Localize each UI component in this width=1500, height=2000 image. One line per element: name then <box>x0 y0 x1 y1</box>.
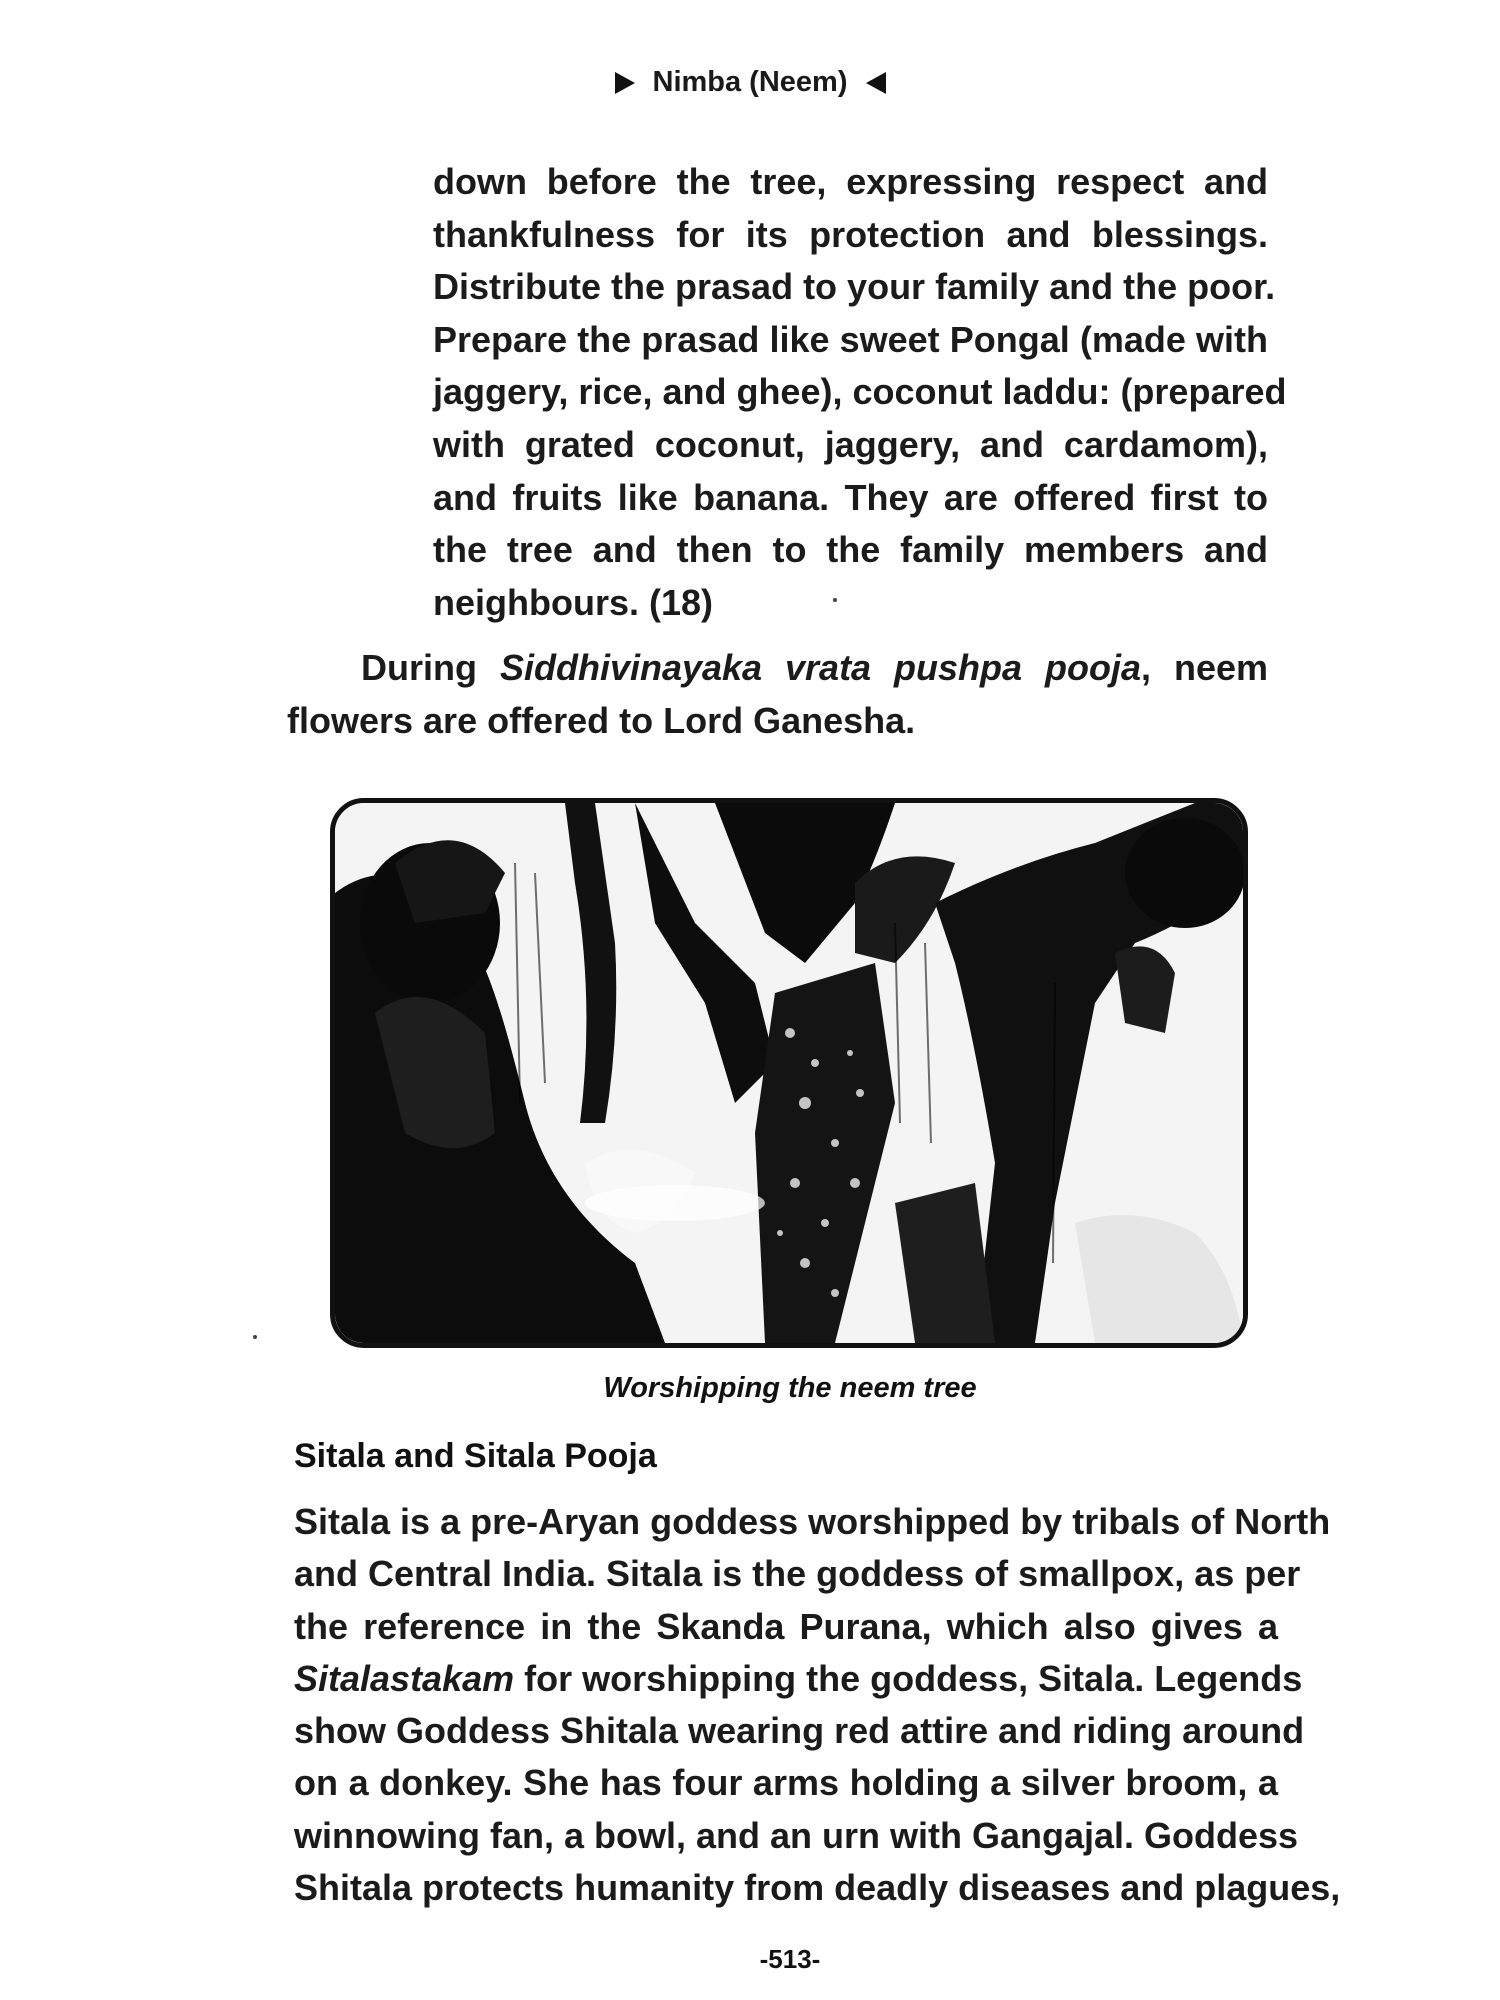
neem-worship-photo <box>330 798 1248 1348</box>
text-line: winnowing fan, a bowl, and an urn with Gangajal. Goddess <box>294 1814 1299 1856</box>
paragraph-prasad <box>433 156 1287 629</box>
text-line: on a donkey. She has four arms holding a silver broom, a <box>294 1762 1278 1804</box>
running-header <box>0 66 1500 99</box>
text-line: flowers are offered to Lord Ganesha. <box>287 699 916 741</box>
text-line: show Goddess Shitala wearing red attire and riding around <box>294 1710 1305 1752</box>
section-heading: Sitala and Sitala Pooja <box>294 1437 657 1475</box>
running-header-title: Nimba (Neem) <box>652 66 848 98</box>
paragraph-ganesha <box>287 642 1268 747</box>
text-line: the tree and then to the family members and <box>433 529 1268 571</box>
text-line: neighbours. (18) <box>433 581 714 623</box>
page-number: -513- <box>759 1944 821 1974</box>
text-line: jaggery, rice, and ghee), coconut laddu: (prepared <box>433 371 1287 413</box>
text-line: the reference in the Skanda Purana, which also gives a <box>294 1605 1278 1647</box>
text-line: Prepare the prasad like sweet Pongal (made with <box>433 318 1268 360</box>
figure-caption: Worshipping the neem tree <box>603 1372 977 1404</box>
photo-illustration <box>335 803 1243 1343</box>
text-span: for worshipping the goddess, Sitala. Legends <box>514 1657 1303 1699</box>
italic-term: Sitalastakam <box>294 1657 515 1699</box>
text-line: Shitala protects humanity from deadly diseases and plagues, <box>294 1867 1341 1909</box>
speck-mark <box>833 598 837 602</box>
italic-term: Siddhivinayaka vrata pushpa pooja <box>499 647 1141 688</box>
text-line: down before the tree, expressing respect and <box>433 161 1268 202</box>
text-line <box>294 1653 1303 1705</box>
triangle-right-icon <box>615 72 635 94</box>
text-span: , neem <box>1141 647 1269 688</box>
text-line: Distribute the prasad to your family and the poor. <box>433 266 1276 308</box>
triangle-left-icon <box>866 72 886 94</box>
text-line: Sitala is a pre-Aryan goddess worshipped by tribals of North <box>294 1501 1331 1542</box>
text-line: and Central India. Sitala is the goddess of smallpox, as per <box>294 1553 1301 1595</box>
text-line <box>287 642 1268 695</box>
text-line: with grated coconut, jaggery, and cardamom), <box>433 423 1268 465</box>
paragraph-sitala <box>294 1496 1341 1914</box>
text-span: During <box>361 647 500 688</box>
text-line: and fruits like banana. They are offered first to <box>433 476 1268 518</box>
speck-mark <box>253 1335 257 1339</box>
text-line: thankfulness for its protection and blessings. <box>433 213 1268 255</box>
